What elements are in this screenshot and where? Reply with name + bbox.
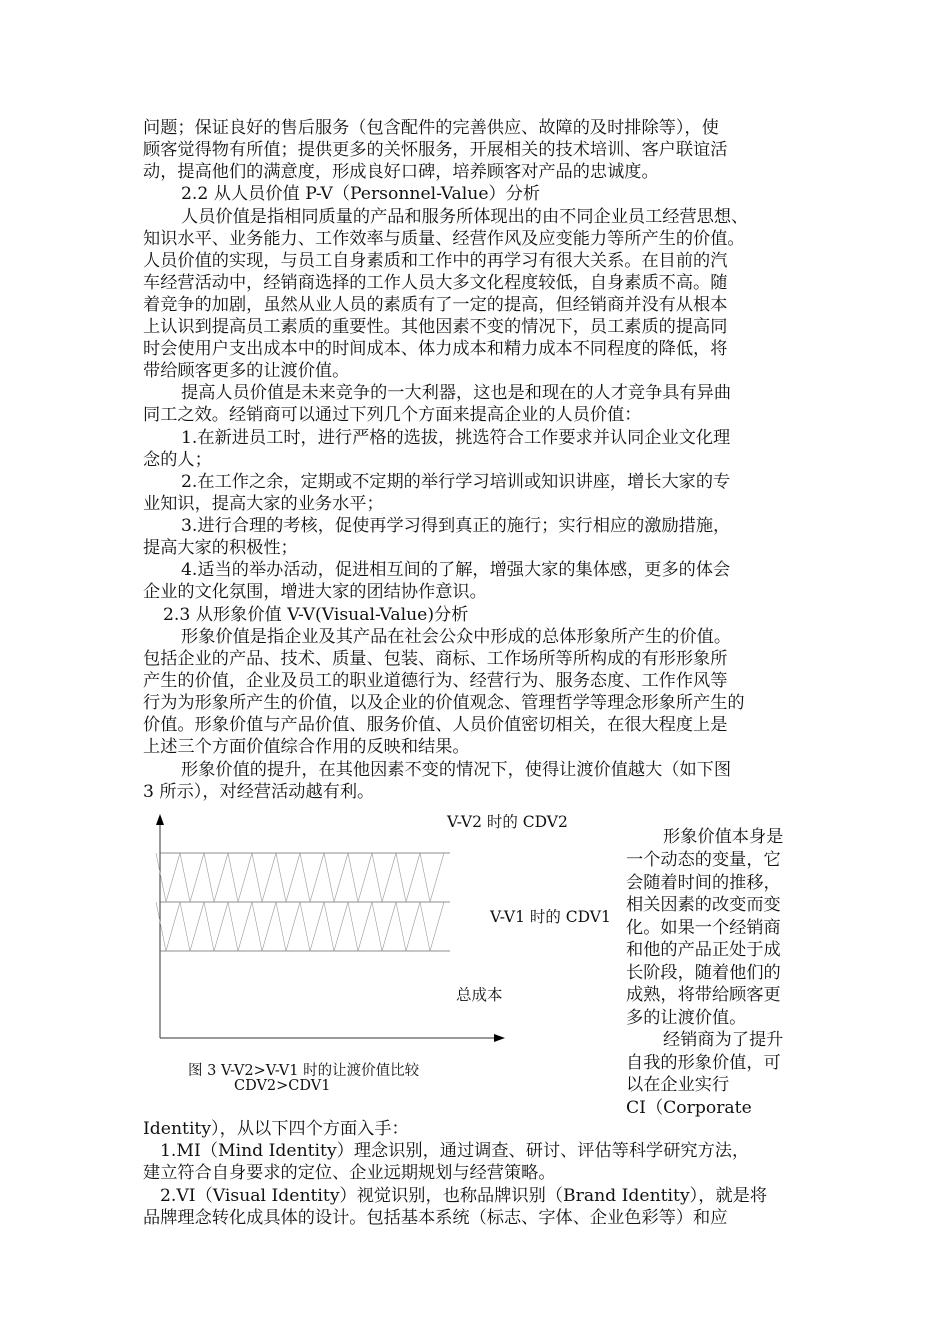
x-axis-arrow-icon	[494, 1034, 505, 1042]
text-line: 提高大家的积极性；	[143, 538, 298, 558]
hatch-line	[166, 902, 180, 951]
hatch-line	[420, 902, 430, 951]
hatch-line	[358, 853, 372, 902]
text-line: 知识水平、业务能力、工作效率与质量、经营作风及应变能力等所产生的价值。	[143, 229, 745, 249]
text-line: 着竞争的加剧，虽然从业人员的素质有了一定的提高，但经销商并没有从根本	[143, 295, 728, 315]
text-line: 价值。形象价值与产品价值、服务价值、人员价值密切相关，在很大程度上是	[143, 715, 728, 735]
label-cdv1: V-V1 时的 CDV1	[490, 908, 611, 926]
list-item: 1.在新进员工时，进行严格的选拔，挑选符合工作要求并认同企业文化理	[181, 428, 731, 448]
text-line: 时会使用户支出成本中的时间成本、体力成本和精力成本不同程度的降低，将	[143, 339, 728, 359]
list-item: 2.在工作之余，定期或不定期的举行学习培训或知识讲座，增长大家的专	[181, 472, 731, 492]
side-line: 成熟，将带给顾客更	[626, 985, 781, 1005]
hatch-line	[228, 853, 238, 902]
hatch-line	[300, 853, 310, 902]
hatch-line	[262, 853, 276, 902]
text-line: 带给顾客更多的让渡价值。	[143, 361, 350, 381]
text-line: 车经营活动中，经销商选择的工作人员大多文化程度较低，自身素质不高。随	[143, 273, 728, 293]
text-line: 建立符合自身要求的定位、企业远期规划与经营策略。	[143, 1163, 556, 1183]
hatch-line	[396, 853, 406, 902]
hatch-line	[310, 853, 324, 902]
text-line: 包括企业的产品、技术、质量、包装、商标、工作场所等所构成的有形形象所	[143, 649, 728, 669]
hatch-line	[252, 853, 262, 902]
hatch-line	[382, 902, 396, 951]
list-item: 3.进行合理的考核，促使再学习得到真正的施行；实行相应的激励措施，	[181, 516, 731, 536]
hatch-line	[204, 902, 214, 951]
hatch-line	[204, 853, 214, 902]
hatch-line	[228, 902, 238, 951]
side-line: 会随着时间的推移，	[626, 873, 781, 893]
hatch-line	[310, 902, 324, 951]
hatch-lower	[156, 902, 444, 951]
text-line: 上认识到提高员工素质的重要性。其他因素不变的情况下，员工素质的提高同	[143, 317, 728, 337]
hatch-line	[420, 853, 430, 902]
hatch-line	[324, 853, 334, 902]
hatch-line	[430, 853, 444, 902]
hatch-line	[286, 853, 300, 902]
text-line: 人员价值是指相同质量的产品和服务所体现出的由不同企业员工经营思想、	[181, 207, 749, 227]
side-line: 一个动态的变量，它	[626, 850, 781, 870]
label-total-cost: 总成本	[456, 986, 503, 1004]
text-line: 顾客觉得物有所值；提供更多的关怀服务，开展相关的技术培训、客户联谊活	[143, 140, 728, 160]
text-line: 行为为形象所产生的价值，以及企业的价值观念、管理哲学等理念形象所产生的	[143, 693, 745, 713]
hatch-line	[348, 853, 358, 902]
text-line: 产生的价值，企业及员工的职业道德行为、经营行为、服务态度、工作作风等	[143, 671, 728, 691]
hatch-line	[430, 902, 444, 951]
hatch-line	[156, 902, 166, 951]
text-line: 品牌理念转化成具体的设计。包括基本系统（标志、字体、企业色彩等）和应	[143, 1208, 728, 1228]
side-line: 形象价值本身是	[663, 827, 784, 847]
hatch-line	[276, 902, 286, 951]
hatch-line	[358, 902, 372, 951]
hatch-line	[372, 902, 382, 951]
hatch-line	[262, 902, 276, 951]
side-line: CI（Corporate	[626, 1098, 752, 1118]
label-cdv2: V-V2 时的 CDV2	[447, 813, 568, 831]
text-line: 3 所示），对经营活动越有利。	[143, 782, 375, 802]
section-heading-2-2: 2.2 从人员价值 P-V（Personnel-Value）分析	[181, 184, 541, 204]
text-line: 上述三个方面价值综合作用的反映和结果。	[143, 737, 470, 757]
hatch-line	[406, 902, 420, 951]
side-line: 长阶段，随着他们的	[626, 963, 781, 983]
hatch-line	[300, 902, 310, 951]
hatch-line	[156, 853, 166, 902]
text-line: 形象价值的提升，在其他因素不变的情况下，使得让渡价值越大（如下图	[181, 760, 732, 780]
text-line: 业知识，提高大家的业务水平；	[143, 494, 384, 514]
text-line: 企业的文化氛围，增进大家的团结协作意识。	[143, 582, 487, 602]
hatch-line	[382, 853, 396, 902]
text-line: 提高人员价值是未来竞争的一大利器，这也是和现在的人才竞争具有异曲	[181, 383, 732, 403]
list-item: 4.适当的举办活动，促进相互间的了解，增强大家的集体感，更多的体会	[181, 560, 731, 580]
hatch-line	[238, 902, 252, 951]
text-line: 问题；保证良好的售后服务（包含配件的完善供应、故障的及时排除等），使	[143, 118, 719, 138]
hatch-line	[214, 902, 228, 951]
list-item: 1.MI（Mind Identity）理念识别，通过调查、研讨、评估等科学研究方法，	[160, 1141, 750, 1161]
hatch-upper	[156, 853, 444, 902]
text-line: 念的人；	[143, 450, 212, 470]
list-item: 2.VI（Visual Identity）视觉识别，也称品牌识别（Brand Identity），就是将	[160, 1186, 768, 1206]
text-line: 人员价值的实现，与员工自身素质和工作中的再学习有很大关系。在目前的汽	[143, 251, 728, 271]
hatch-line	[324, 902, 334, 951]
hatch-line	[276, 853, 286, 902]
side-line: 多的让渡价值。	[626, 1008, 747, 1028]
hatch-line	[190, 902, 204, 951]
hatch-line	[238, 853, 252, 902]
hatch-line	[334, 853, 348, 902]
hatch-line	[372, 853, 382, 902]
side-line: 化。如果一个经销商	[626, 918, 781, 938]
text-line: Identity），从以下四个方面入手：	[143, 1119, 409, 1139]
side-line: 经销商为了提升	[663, 1030, 784, 1050]
hatch-line	[348, 902, 358, 951]
hatch-line	[214, 853, 228, 902]
text-line: 同工之效。经销商可以通过下列几个方面来提高企业的人员价值：	[143, 405, 642, 425]
side-line: 和他的产品正处于成	[626, 940, 781, 960]
hatch-line	[252, 902, 262, 951]
side-line: 自我的形象价值，可	[626, 1053, 781, 1073]
side-line: 相关因素的改变而变	[626, 895, 781, 915]
section-heading-2-3: 2.3 从形象价值 V-V(Visual-Value)分析	[163, 605, 469, 625]
hatch-line	[286, 902, 300, 951]
figure-caption-sub: CDV2>CDV1	[234, 1078, 331, 1094]
y-axis-arrow-icon	[156, 814, 164, 825]
hatch-line	[166, 853, 180, 902]
text-line: 动，提高他们的满意度，形成良好口碑，培养顾客对产品的忠诚度。	[143, 162, 659, 182]
hatch-line	[334, 902, 348, 951]
hatch-line	[406, 853, 420, 902]
hatch-line	[180, 902, 190, 951]
hatch-line	[190, 853, 204, 902]
hatch-line	[180, 853, 190, 902]
text-line: 形象价值是指企业及其产品在社会公众中形成的总体形象所产生的价值。	[181, 627, 732, 647]
figure-caption: 图 3 V-V2>V-V1 时的让渡价值比较	[188, 1063, 420, 1079]
hatch-line	[396, 902, 406, 951]
side-line: 以在企业实行	[626, 1075, 730, 1095]
